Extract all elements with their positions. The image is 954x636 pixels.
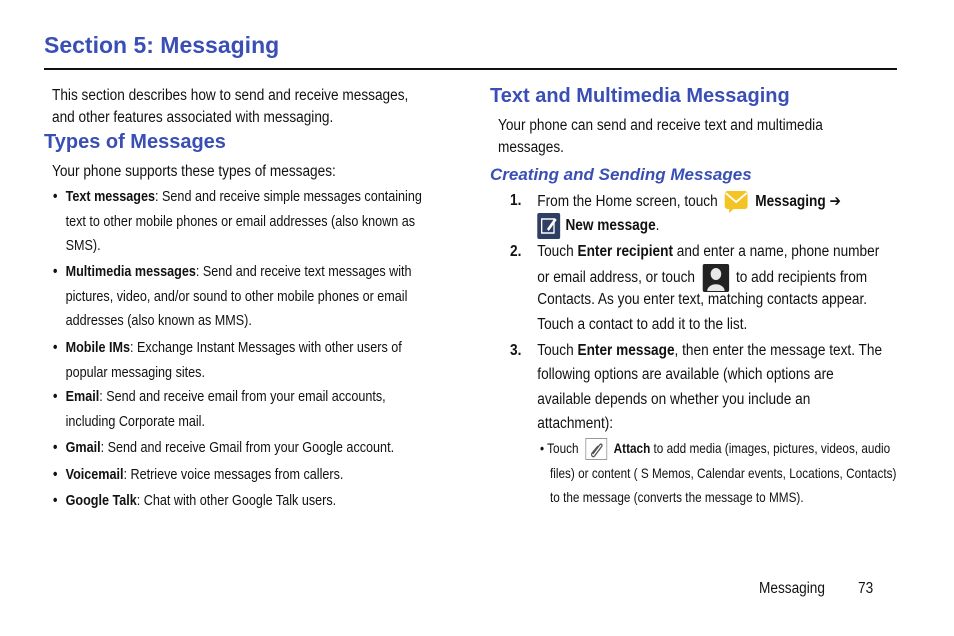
step-text: available depends on whether you include an bbox=[537, 391, 811, 408]
step-text: Contacts. As you enter text, matching contacts appear. bbox=[537, 291, 868, 308]
compose-icon bbox=[537, 213, 560, 239]
attach-line2: files) or content ( S Memos, Calendar events, Locations, Contacts) bbox=[550, 465, 897, 481]
list-item-term: Email bbox=[65, 388, 100, 405]
list-item bbox=[53, 260, 412, 334]
tmm-heading: Text and Multimedia Messaging bbox=[490, 85, 790, 107]
list-item-text: popular messaging sites. bbox=[65, 363, 205, 381]
bullet-glyph: • bbox=[53, 263, 58, 280]
step-number: 1. bbox=[510, 192, 522, 209]
list-item-text: pictures, video, and/or sound to other mobile phones or email bbox=[65, 287, 408, 305]
list-item-line bbox=[66, 385, 386, 410]
list-item-term: Voicemail bbox=[65, 466, 124, 483]
intro-line: and other features associated with messaging. bbox=[52, 109, 334, 126]
enter-recipient-label: Enter recipient bbox=[577, 243, 673, 260]
tmm-line: Your phone can send and receive text and multimedia bbox=[498, 117, 823, 134]
list-item-line bbox=[66, 336, 402, 361]
list-item-text: : Send and receive Gmail from your Google account. bbox=[100, 439, 395, 456]
step-1-cont bbox=[510, 213, 659, 239]
types-heading: Types of Messages bbox=[44, 131, 226, 153]
step-text: Touch a contact to add it to the list. bbox=[537, 316, 748, 333]
step-text: and enter a name, phone number bbox=[676, 243, 880, 260]
attach-label: Attach bbox=[613, 440, 651, 456]
list-item-text: : Send and receive email from your email accounts, bbox=[99, 388, 386, 405]
step-text: following options are available (which options are bbox=[537, 366, 834, 383]
list-item bbox=[53, 489, 336, 514]
list-item-line bbox=[66, 410, 386, 435]
list-item-term: Google Talk bbox=[65, 492, 137, 509]
bullet-glyph: • bbox=[53, 466, 58, 483]
list-item-line bbox=[66, 210, 422, 235]
step-text: Touch bbox=[537, 243, 574, 260]
step-text: , then enter the message text. The bbox=[674, 342, 883, 359]
list-item-line bbox=[66, 361, 402, 386]
title-divider bbox=[44, 68, 897, 70]
list-item-line bbox=[66, 309, 412, 334]
list-item-term: Mobile IMs bbox=[65, 339, 131, 356]
list-item-line bbox=[66, 185, 422, 210]
step-text: to add recipients from bbox=[736, 269, 868, 287]
list-item bbox=[53, 436, 394, 461]
list-item-text: text to other mobile phones or email addresses (also known as bbox=[65, 212, 416, 230]
step-2 bbox=[510, 240, 879, 265]
step-text: Touch bbox=[537, 342, 574, 359]
new-message-label: New message bbox=[565, 217, 656, 235]
step-text: attachment): bbox=[537, 415, 614, 432]
messaging-label: Messaging bbox=[755, 193, 826, 211]
list-item-line bbox=[66, 463, 344, 488]
types-lead: Your phone supports these types of messages: bbox=[52, 163, 336, 180]
arrow-glyph: ➔ bbox=[829, 193, 841, 211]
list-item-term: Gmail bbox=[65, 439, 101, 456]
list-item-term: Multimedia messages bbox=[65, 263, 196, 280]
list-item-text: : Chat with other Google Talk users. bbox=[136, 492, 337, 509]
step-text: or email address, or touch bbox=[537, 269, 695, 287]
paperclip-icon bbox=[585, 438, 607, 460]
step-3-line2 bbox=[510, 363, 834, 388]
list-item-line bbox=[66, 260, 412, 285]
attach-bullet bbox=[540, 436, 890, 461]
list-item-text: : Retrieve voice messages from callers. bbox=[123, 466, 344, 483]
list-item-text: addresses (also known as MMS). bbox=[65, 312, 252, 329]
step-2-line3 bbox=[510, 288, 867, 313]
bullet-glyph: • bbox=[53, 188, 58, 205]
bullet-glyph: • bbox=[53, 339, 58, 356]
list-item-term: Text messages bbox=[65, 188, 156, 205]
intro-paragraph bbox=[52, 85, 408, 129]
step-1 bbox=[510, 189, 841, 215]
step-3-line3 bbox=[510, 388, 810, 413]
messaging-icon bbox=[724, 189, 749, 215]
period: . bbox=[655, 217, 660, 235]
bullet-glyph: • bbox=[53, 492, 58, 509]
creating-heading: Creating and Sending Messages bbox=[490, 165, 752, 184]
step-text: From the Home screen, touch bbox=[537, 193, 718, 211]
intro-line: This section describes how to send and receive messages, bbox=[52, 87, 409, 104]
step-number: 3. bbox=[510, 342, 522, 359]
list-item-line bbox=[66, 234, 422, 259]
list-item-text: : Send and receive simple messages containing bbox=[155, 188, 422, 205]
list-item bbox=[53, 185, 422, 259]
list-item bbox=[53, 385, 386, 434]
list-item-text: : Exchange Instant Messages with other users of bbox=[130, 339, 402, 356]
enter-message-label: Enter message bbox=[577, 342, 675, 359]
attach-line3: to the message (converts the message to MMS). bbox=[550, 489, 804, 505]
list-item-line bbox=[66, 285, 412, 310]
step-3-line4 bbox=[510, 412, 613, 437]
list-item-text: SMS). bbox=[65, 237, 101, 254]
step-3 bbox=[510, 339, 882, 364]
list-item bbox=[53, 463, 343, 488]
list-item-line bbox=[66, 489, 337, 514]
bullet-glyph: • bbox=[53, 439, 58, 456]
sub-text: Touch bbox=[547, 440, 579, 456]
bullet-glyph: • bbox=[53, 388, 58, 405]
page-number: 73 bbox=[858, 580, 874, 597]
footer-section-label: Messaging bbox=[759, 580, 825, 597]
tmm-paragraph bbox=[498, 115, 823, 159]
list-item bbox=[53, 336, 402, 385]
list-item-text: : Send and receive text messages with bbox=[195, 263, 412, 280]
sub-text: to add media (images, pictures, videos, audio bbox=[653, 440, 891, 456]
list-item-line bbox=[66, 436, 394, 461]
tmm-line: messages. bbox=[498, 139, 564, 156]
step-2-line4 bbox=[510, 313, 747, 338]
bullet-glyph: • bbox=[540, 440, 545, 456]
list-item-text: including Corporate mail. bbox=[65, 412, 205, 430]
step-number: 2. bbox=[510, 243, 522, 260]
page-title: Section 5: Messaging bbox=[44, 32, 280, 58]
